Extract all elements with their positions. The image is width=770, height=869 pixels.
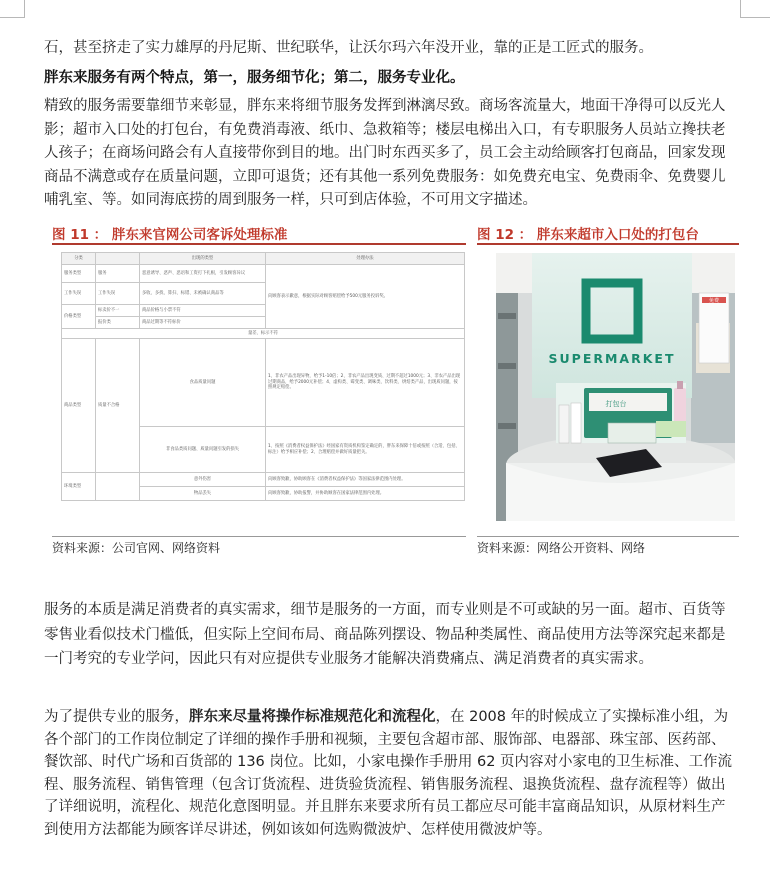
figure-11-title: 图 11 ： 胖东来官网公司客诉处理标准 (52, 227, 288, 243)
table-cell: 质量不合格 (96, 339, 140, 473)
table-header: 分类 (62, 253, 96, 265)
paragraph-service-essence: 服务的本质是满足消费者的真实需求，细节是服务的一方面，而专业则是不可或缺的另一面。超市、百货等零售业看似技术门槛低，但实际上空间布局、商品陈列摆设、物品种类属性、商品使用方法等深究起来都是一门考究的专业学问，因此只有对应提供专业服务才能解决消费痛点、满足消费者的真实需求。 (44, 602, 726, 667)
table-cell: 向顾客致歉，协助报警，并协助顾客在国家法律范围内处理。 (266, 487, 465, 501)
poster-text: 免费 (708, 298, 720, 304)
table-cell: 报价类 (96, 317, 140, 329)
crop-mark-left-h (0, 17, 25, 18)
table-header: 出现的类型 (140, 253, 266, 265)
table-cell: 向顾客致歉，协助顾客在《消费者权益保护法》等国家法律范围内处理。 (266, 473, 465, 487)
table-cell: 非食品类质问题、质量问题引发的损失 (140, 427, 266, 473)
table-row (62, 473, 465, 487)
sign-text: SUPERMARKET (548, 351, 676, 366)
paragraph-lead: 为了提供专业的服务， (44, 709, 189, 725)
table-header-row (62, 253, 465, 265)
table-cell: 工作失误 (96, 283, 140, 305)
table-header: 处理办法 (266, 253, 465, 265)
paragraph-intro-continued: 石，甚至挤走了实力雄厚的丹尼斯、世纪联华，让沃尔玛六年没开业，靠的正是工匠式的服务。 (44, 40, 653, 56)
table-cell: 商品价格与小票不符 (140, 305, 266, 317)
figure-11-rule (52, 243, 466, 245)
table-cell: 1、按照《消费者权益保护法》经国家有资质机构鉴定确定的，胖东来保障十倍或按照（合适、包括、标注）给予相应补偿；2、合理赔偿并做好质量把关。 (266, 427, 465, 473)
table-cell: 食品质量问题 (140, 339, 266, 427)
table-header (96, 253, 140, 265)
figure-11-source: 资料来源：公司官网、网络资料 (52, 541, 221, 555)
table-cell: 环境类型 (62, 473, 96, 501)
complaint-standards-table (61, 252, 464, 528)
paragraph-standardization (44, 706, 734, 841)
table-cell: 工作失误 (62, 283, 96, 305)
table-cell: 多收、多找、算扫、标错、未被确认商品等 (140, 283, 266, 305)
table-cell: 服务 (96, 265, 140, 283)
table-cell: 物品丢失 (140, 487, 266, 501)
table-cell: 商品过期等不符标价 (140, 317, 266, 329)
table-cell: 向顾客表示歉意，根据实际对顾客赔偿给予500元服务投诉奖。 (266, 265, 465, 329)
table-cell: 服务类型 (62, 265, 96, 283)
paragraph-body: ，在 2008 年的时候成立了实操标准小组，为各个部门的工作岗位制定了详细的操作手册和视频，主要包含超市部、服饰部、电器部、珠宝部、医药部、餐饮部、时代广场和百货部的 136 岗位。比如，小家电操作手册用 62 页内容对小家电的卫生标准、工作流程、服务流程、销售管理（包含订货流程、进货验货流程、销售服务流程、退换货流程、盘存流程等）做出了详细说明，流程化、规范化意图明显。并且胖东来要求所有员工都应尽可能丰富商品知识，从原材料生产到使用方法都能为顾客详尽讲述，例如该如何选购微波炉、怎样使用微波炉等。 (44, 709, 733, 838)
table-cell: 1、非农产品出现异物，给予1-10倍；2、非农产品出现变质、过期不超过1000元；3、非农产品出现过期商品，给予2000元补偿；4、虚构类、霉变类、调味类、饮料类、烘焙类产品，出现质问题，按照规定赔偿。 (266, 339, 465, 427)
figure-11-source-rule (52, 536, 466, 537)
table-cell: 恶意诱导、恶声、恶语和工资打下扎根，引发顾客异议 (140, 265, 266, 283)
paragraph-emphasis: 胖东来尽量将操作标准规范化和流程化 (189, 709, 436, 725)
counter-label: 打包台 (605, 400, 627, 408)
paragraph-two-features: 胖东来服务有两个特点，第一，服务细节化；第二，服务专业化。 (44, 70, 465, 86)
figure-12-source-rule (477, 536, 739, 537)
table-cell: 意外伤害 (140, 473, 266, 487)
table-cell: 商品类型 (62, 339, 96, 473)
crop-mark-right-h (740, 17, 770, 18)
figure-12-source: 资料来源：网络公开资料、网络 (477, 541, 646, 555)
packing-counter-photo (496, 253, 735, 521)
table-row (62, 329, 465, 339)
table-cell (96, 473, 140, 501)
crop-mark-left (24, 0, 25, 18)
crop-mark-right (740, 0, 741, 18)
figure-12-rule (477, 243, 739, 245)
figure-12-title: 图 12 ： 胖东来超市入口处的打包台 (477, 227, 699, 243)
table-row (62, 265, 465, 283)
table-row (62, 339, 465, 427)
table-cell: 量差、标示不符 (62, 329, 465, 339)
table-cell: 价格类型 (62, 305, 96, 329)
paragraph-service-details: 精致的服务需要靠细节来彰显，胖东来将细节服务发挥到淋漓尽致。商场客流量大，地面干净得可以反光人影；超市入口处的打包台，有免费消毒液、纸巾、急救箱等；楼层电梯出入口，有专职服务人员站立搀扶老人孩子；在商场问路会有人直接带你到目的地。出门时东西买多了，员工会主动给顾客打包商品，回家发现商品不满意或存在质量问题，立即可退货；还有其他一系列免费服务：如免费充电宝、免费雨伞、免费婴儿哺乳室、等。如同海底捞的周到服务一样，只可到店体验，不可用文字描述。 (44, 98, 726, 208)
table-cell: 标卖价不一 (96, 305, 140, 317)
